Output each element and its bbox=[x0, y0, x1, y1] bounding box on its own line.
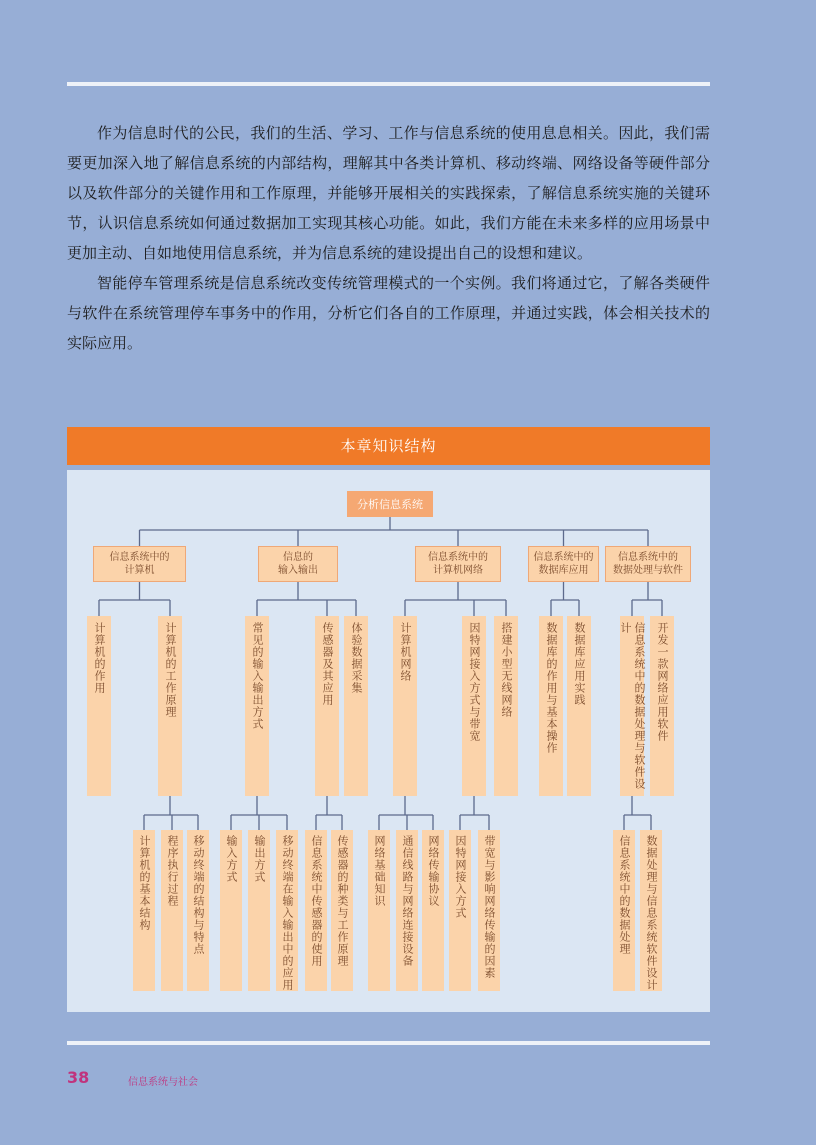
topic-node: 常见的输入输出方式 bbox=[245, 616, 269, 796]
body-text bbox=[67, 118, 710, 358]
subtopic-node: 网络基础知识 bbox=[368, 830, 390, 991]
subtopic-node: 传感器的种类与工作原理 bbox=[331, 830, 353, 991]
subtopic-node: 移动终端在输入输出中的应用 bbox=[276, 830, 298, 991]
subtopic-node: 信息系统中传感器的使用 bbox=[305, 830, 327, 991]
branch-node: 信息系统中的 数据库应用 bbox=[528, 546, 599, 582]
branch-node: 信息系统中的 计算机网络 bbox=[415, 546, 501, 582]
topic-node: 数据库应用实践 bbox=[567, 616, 591, 796]
paragraph-1: 作为信息时代的公民，我们的生活、学习、工作与信息系统的使用息息相关。因此，我们需要更加深入地了解信息系统的内部结构，理解其中各类计算机、移动终端、网络设备等硬件部分以及软件部分的关键作用和工作原理，并能够开展相关的实践探索，了解信息系统实施的关键环节，认识信息系统如何通过数据加工实现其核心功能。如此，我们方能在未来多样的应用场景中更加主动、自如地使用信息系统，并为信息系统的建设提出自己的设想和建议。 bbox=[67, 124, 710, 262]
topic-node: 搭建小型无线网络 bbox=[494, 616, 518, 796]
branch-node: 信息的 输入输出 bbox=[258, 546, 338, 582]
subtopic-node: 输出方式 bbox=[248, 830, 270, 991]
branch-node: 信息系统中的 数据处理与软件 bbox=[605, 546, 691, 582]
page-number: 38 bbox=[67, 1068, 90, 1087]
subtopic-node: 因特网接入方式 bbox=[449, 830, 471, 991]
top-rule bbox=[67, 82, 710, 86]
topic-node: 计算机的工作原理 bbox=[158, 616, 182, 796]
subtopic-node: 程序执行过程 bbox=[161, 830, 183, 991]
topic-node: 传感器及其应用 bbox=[315, 616, 339, 796]
subtopic-node: 信息系统中的数据处理 bbox=[613, 830, 635, 991]
book-title: 信息系统与社会 bbox=[128, 1077, 198, 1088]
subtopic-node: 移动终端的结构与特点 bbox=[187, 830, 209, 991]
topic-node: 计算机网络 bbox=[393, 616, 417, 796]
subtopic-node: 通信线路与网络连接设备 bbox=[396, 830, 418, 991]
topic-node: 开发一款网络应用软件 bbox=[650, 616, 674, 796]
paragraph-2: 智能停车管理系统是信息系统改变传统管理模式的一个实例。我们将通过它，了解各类硬件与软件在系统管理停车事务中的作用，分析它们各自的工作原理，并通过实践，体会相关技术的实际应用。 bbox=[67, 274, 710, 352]
subtopic-node: 带宽与影响网络传输的因素 bbox=[478, 830, 500, 991]
chapter-structure-banner: 本章知识结构 bbox=[67, 427, 710, 465]
subtopic-node: 输入方式 bbox=[220, 830, 242, 991]
branch-node: 信息系统中的 计算机 bbox=[93, 546, 186, 582]
diagram-root-node: 分析信息系统 bbox=[347, 491, 433, 517]
topic-node: 体验数据采集 bbox=[344, 616, 368, 796]
subtopic-node: 计算机的基本结构 bbox=[133, 830, 155, 991]
topic-node: 因特网接入方式与带宽 bbox=[462, 616, 486, 796]
subtopic-node: 数据处理与信息系统软件设计 bbox=[640, 830, 662, 991]
knowledge-structure-diagram bbox=[67, 470, 710, 1012]
topic-node: 计算机的作用 bbox=[87, 616, 111, 796]
bottom-rule bbox=[67, 1041, 710, 1045]
subtopic-node: 网络传输协议 bbox=[422, 830, 444, 991]
topic-node: 信息系统中的数据处理与软件设计 bbox=[620, 616, 644, 796]
topic-node: 数据库的作用与基本操作 bbox=[539, 616, 563, 796]
